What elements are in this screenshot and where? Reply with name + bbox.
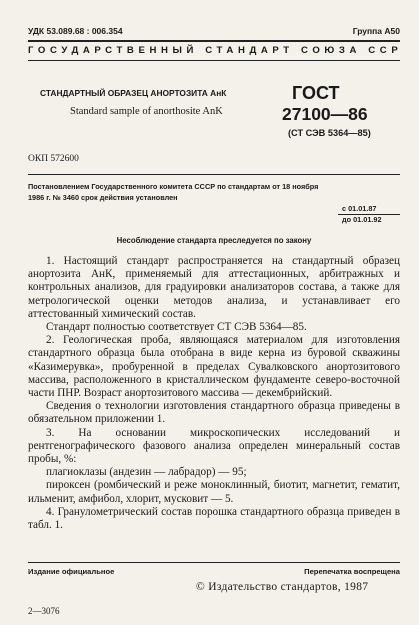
okp-code: ОКП 572600 [28, 154, 79, 164]
decree-line-1: Постановлением Государственного комитета СССР по стандартам от 18 ноября [28, 182, 319, 191]
state-standard-banner: ГОСУДАРСТВЕННЫЙ СТАНДАРТ СОЮЗА ССР [28, 45, 403, 56]
clause-1-compliance: Стандарт полностью соответствует СТ СЭВ 5364—85. [46, 321, 307, 334]
mineral-plagioclase: плагиоклазы (андезин — лабрадор) — 95; [46, 466, 247, 479]
clause-4: 4. Гранулометрический состав порошка стандартного образца приведен в табл. 1. [28, 505, 400, 532]
decree-line-2: 1986 г. № 3460 срок действия установлен [28, 193, 178, 202]
publisher-copyright: © Издательство стандартов, 1987 [196, 581, 369, 593]
group-code: Группа А50 [352, 26, 400, 36]
law-warning: Несоблюдение стандарта преследуется по закону [116, 236, 312, 245]
standard-title-ru: СТАНДАРТНЫЙ ОБРАЗЕЦ АНОРТОЗИТА АнК [40, 88, 227, 98]
header-rule-bottom [28, 60, 400, 61]
udk-code: УДК 53.089.68 : 006.354 [28, 26, 123, 36]
header-rule-top [28, 40, 400, 42]
official-edition: Издание официальное [28, 567, 115, 576]
decree-rule [28, 174, 400, 175]
valid-from: с 01.01.87 [342, 204, 377, 213]
reprint-prohibited: Перепечатка воспрещена [304, 567, 400, 576]
valid-to: до 01.01.92 [342, 215, 382, 224]
clause-3: 3. На основании микроскопических исследований и рентгенографического фазового анализа определен минеральный состав пробы, %: [28, 426, 400, 466]
standard-body [28, 255, 400, 532]
clause-1: 1. Настоящий стандарт распространяется на стандартный образец анортозита АнК, применяемый для аттестационных, арбитражных и контрольных анализов, для градуировки анализаторов состава, а также для метрологической оценки методов анализа, и устанавливает его аттестованный химический состав. [28, 255, 400, 320]
gost-number: 27100—86 [282, 104, 368, 124]
mineral-pyroxene: пироксен (ромбический и реже моноклинный, биотит, магнетит, гематит, ильменит, амфибол, хлорит, мусковит — 5. [28, 479, 400, 505]
st-sev-number: (СТ СЭВ 5364—85) [288, 128, 371, 138]
footer-rule [28, 562, 400, 563]
print-run-mark: 2—3076 [28, 606, 60, 616]
standard-title-en: Standard sample of anorthosite AnK [70, 106, 223, 117]
gost-label: ГОСТ [292, 83, 340, 103]
clause-2-technology: Сведения о технологии изготовления стандартного образца приведены в обязательном приложении 1. [28, 400, 400, 426]
clause-2: 2. Геологическая проба, являющаяся материалом для изготовления стандартного образца была отобрана в виде керна из буровой скважины «Казимерувка», пробуренной в пределах Сувалковского анортозитового массива, расположенного в кристаллическом фундаменте северо-восточной части ПНР. Возраст анортозитового массива — декембрийский. [28, 334, 400, 400]
